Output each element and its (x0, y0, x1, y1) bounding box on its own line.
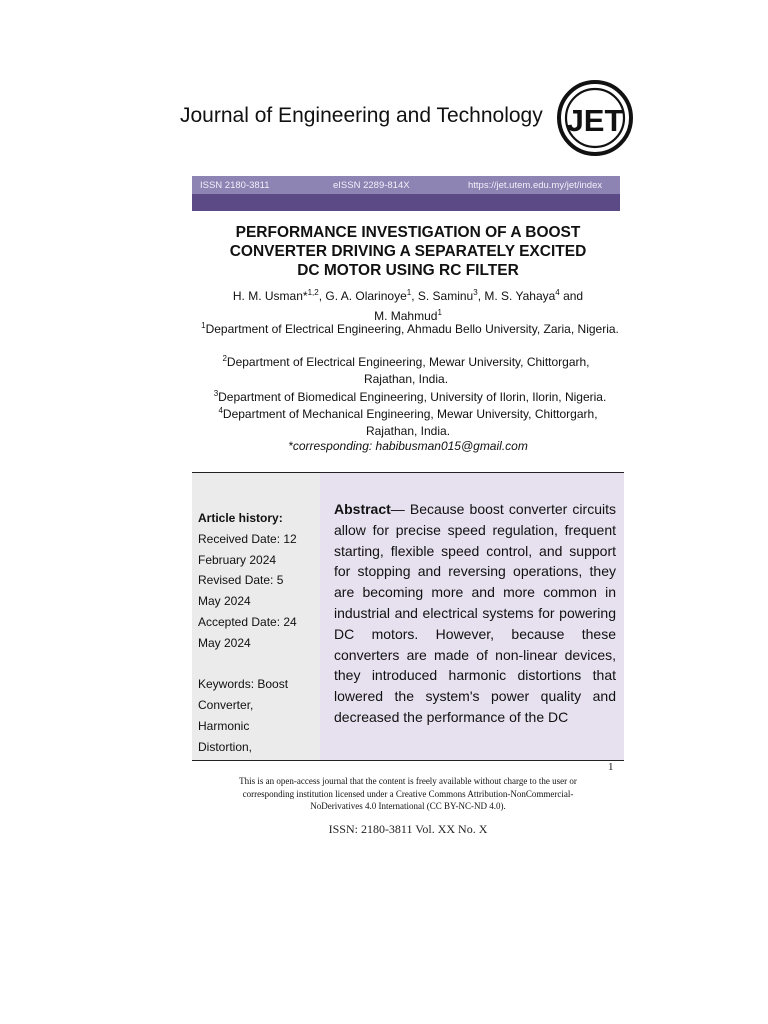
issn-footer: ISSN: 2180-3811 Vol. XX No. X (328, 822, 488, 836)
history-line: Received Date: 12 (198, 531, 297, 546)
affiliation-2: $^2$Department of Electrical Engineering, Mewar University, Chittorgarh, Rajathan, India. (222, 354, 590, 386)
keywords-line: Harmonic (198, 718, 250, 733)
author-name: G. A. Olarinoye (325, 289, 407, 303)
logo-text: JET (566, 103, 624, 138)
abstract (334, 499, 616, 728)
author-name: M. S. Yahaya (484, 289, 556, 303)
affiliation-3: $^3$Department of Biomedical Engineering, University of Ilorin, Ilorin, Nigeria. (213, 389, 607, 404)
license-notice (192, 775, 624, 813)
accent-bar (192, 194, 620, 211)
affiliation-1: $^1$Department of Electrical Engineering, Ahmadu Bello University, Zaria, Nigeria. (201, 321, 619, 336)
author-sup: 4 (555, 288, 560, 297)
article-history (198, 508, 316, 758)
title-line: CONVERTER DRIVING A SEPARATELY EXCITED (229, 243, 587, 260)
history-line: May 2024 (198, 635, 251, 650)
history-line: February 2024 (198, 552, 277, 567)
page-number: 1 (608, 761, 614, 773)
journal-url-link[interactable]: https://jet.utem.edu.my/jet/index (468, 180, 603, 191)
history-line: Revised Date: 5 (198, 573, 284, 588)
author-list: H. M. Usman*$^{1,2}$, G. A. Olarinoye$^1$, S. Saminu$^3$, M. S. Yahaya$^4$ and M. Mahmud$^1$ (232, 288, 584, 323)
license-line: NoDerivatives 4.0 International (CC BY-NC-ND 4.0). (310, 801, 506, 811)
title-line: DC MOTOR USING RC FILTER (297, 262, 519, 279)
author-name: H. M. Usman* (232, 289, 308, 303)
eissn-label: eISSN 2289-814X (333, 180, 410, 191)
title-line: PERFORMANCE INVESTIGATION OF A BOOST (235, 224, 581, 241)
keywords-line: Keywords: Boost (198, 677, 289, 692)
license-line: corresponding institution licensed under a Creative Commons Attribution-NonCommercial- (242, 788, 574, 799)
author-sup: 1,2 (307, 288, 319, 297)
author-sup: 1 (406, 288, 412, 297)
author-sup: 1 (437, 307, 442, 317)
history-line: Accepted Date: 24 (198, 614, 297, 629)
license-line: This is an open-access journal that the content is freely available without charge to the user or (239, 776, 577, 786)
footer-divider (192, 760, 624, 761)
keywords-line: Distortion, (198, 739, 253, 754)
article-title (192, 223, 624, 280)
keywords-line: Converter, (198, 698, 254, 713)
abstract-label: Abstract (334, 501, 391, 517)
author-name: S. Saminu (417, 289, 474, 303)
abstract-text: — Because boost converter circuits allow for precise speed regulation, frequent starting, flexible speed control, and support for stopping and reversing operations, they are becoming more and more common in industrial and electrical systems for powering DC motors. However, because these converters are made of non-linear devices, they introduced harmonic distortions that lowered the system's power quality and decreased the performance of the DC (334, 501, 616, 725)
affiliation-4: $^4$Department of Mechanical Engineering, Mewar University, Chittorgarh, Rajathan, India. (218, 406, 598, 438)
history-line: May 2024 (198, 594, 251, 609)
author-sup: 3 (473, 288, 478, 297)
author-name: M. Mahmud (374, 308, 438, 323)
history-heading: Article history: (198, 511, 283, 525)
journal-title: Journal of Engineering and Technology (180, 104, 543, 127)
issn-label: ISSN 2180-3811 (200, 180, 270, 191)
corresponding-email[interactable]: *corresponding: habibusman015@gmail.com (288, 439, 528, 453)
jet-logo (556, 78, 634, 158)
jet-logo-icon (556, 78, 634, 158)
